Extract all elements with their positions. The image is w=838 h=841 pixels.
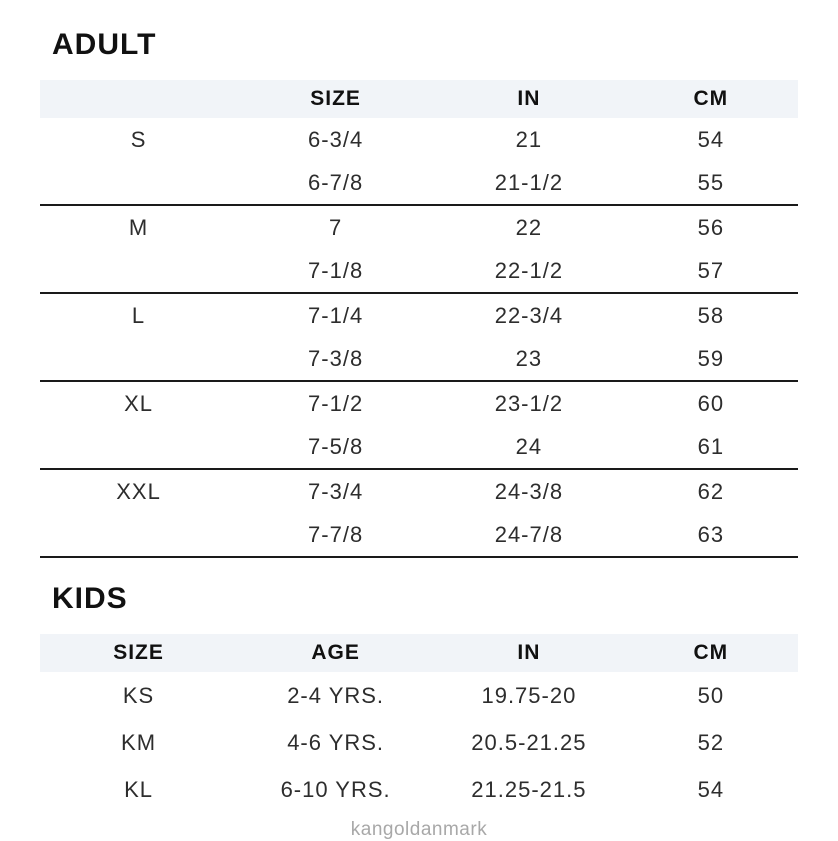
size-label-cell: M (128, 214, 149, 240)
inches-value-cell: 23-1/2 (494, 390, 564, 416)
cm-value-cell: 63 (697, 521, 725, 547)
size-value-cell: 7-1/4 (308, 302, 364, 328)
brand-watermark: kangoldanmark (350, 819, 488, 840)
size-label-cell: XL (124, 390, 153, 416)
cm-value-cell: 50 (697, 682, 725, 708)
inches-value-cell: 20.5-21.25 (471, 729, 587, 755)
size-value-cell: 7-1/2 (308, 390, 364, 416)
size-value-cell: 7-7/8 (308, 521, 364, 547)
adult-header-cm: CM (624, 80, 798, 118)
kids-header-row (40, 634, 798, 672)
cm-value-cell: 58 (697, 302, 725, 328)
adult-group-xxl (40, 469, 798, 557)
kids-header-age: AGE (237, 634, 434, 672)
cm-value-cell: 59 (697, 345, 725, 371)
adult-header-row (40, 80, 798, 118)
table-row (40, 205, 798, 249)
table-row (40, 161, 798, 205)
cm-value-cell: 60 (697, 390, 725, 416)
table-row (40, 249, 798, 293)
table-row (40, 425, 798, 469)
adult-size-table (40, 80, 798, 558)
size-value-cell: 7-3/4 (308, 478, 364, 504)
table-row (40, 766, 798, 813)
kids-section-title: KIDS (52, 582, 128, 615)
inches-value-cell: 24 (515, 433, 543, 459)
age-value-cell: 4-6 YRS. (287, 729, 385, 755)
size-label-cell: XXL (116, 478, 161, 504)
size-label-cell: KS (122, 682, 155, 708)
adult-section-title: ADULT (52, 28, 157, 61)
cm-value-cell: 62 (697, 478, 725, 504)
size-value-cell: 7 (328, 214, 343, 240)
table-row (40, 469, 798, 513)
adult-header-in: IN (434, 80, 624, 118)
inches-value-cell: 21.25-21.5 (471, 776, 587, 802)
inches-value-cell: 24-3/8 (494, 478, 564, 504)
size-label-cell (40, 337, 237, 381)
inches-value-cell: 21-1/2 (494, 169, 564, 195)
adult-group-s (40, 118, 798, 205)
inches-value-cell: 19.75-20 (481, 682, 577, 708)
adult-group-l (40, 293, 798, 381)
inches-value-cell: 21 (515, 126, 543, 152)
inches-value-cell: 22-3/4 (494, 302, 564, 328)
table-row (40, 381, 798, 425)
size-value-cell: 6-3/4 (308, 126, 364, 152)
size-label-cell (40, 161, 237, 205)
size-label-cell (40, 425, 237, 469)
cm-value-cell: 54 (697, 126, 725, 152)
adult-group-xl (40, 381, 798, 469)
cm-value-cell: 57 (697, 257, 725, 283)
adult-header-blank (40, 80, 237, 118)
size-label-cell (40, 513, 237, 557)
table-row (40, 337, 798, 381)
size-value-cell: 7-1/8 (308, 257, 364, 283)
kids-header-cm: CM (624, 634, 798, 672)
age-value-cell: 6-10 YRS. (280, 776, 391, 802)
cm-value-cell: 54 (697, 776, 725, 802)
size-label-cell: L (131, 302, 146, 328)
size-label-cell: KL (124, 776, 153, 802)
inches-value-cell: 23 (515, 345, 543, 371)
cm-value-cell: 55 (697, 169, 725, 195)
size-value-cell: 7-5/8 (308, 433, 364, 459)
cm-value-cell: 56 (697, 214, 725, 240)
adult-header-size: SIZE (237, 80, 434, 118)
size-label-cell: KM (121, 729, 157, 755)
table-row (40, 513, 798, 557)
size-value-cell: 7-3/8 (308, 345, 364, 371)
kids-header-in: IN (434, 634, 624, 672)
table-row (40, 118, 798, 161)
age-value-cell: 2-4 YRS. (287, 682, 385, 708)
size-value-cell: 6-7/8 (308, 169, 364, 195)
table-row (40, 293, 798, 337)
size-label-cell (40, 249, 237, 293)
table-row (40, 672, 798, 719)
inches-value-cell: 22 (515, 214, 543, 240)
inches-value-cell: 22-1/2 (494, 257, 564, 283)
cm-value-cell: 52 (697, 729, 725, 755)
size-label-cell: S (130, 126, 147, 152)
table-row (40, 719, 798, 766)
cm-value-cell: 61 (697, 433, 725, 459)
adult-group-m (40, 205, 798, 293)
inches-value-cell: 24-7/8 (494, 521, 564, 547)
kids-header-size: SIZE (40, 634, 237, 672)
kids-size-table (40, 634, 798, 813)
